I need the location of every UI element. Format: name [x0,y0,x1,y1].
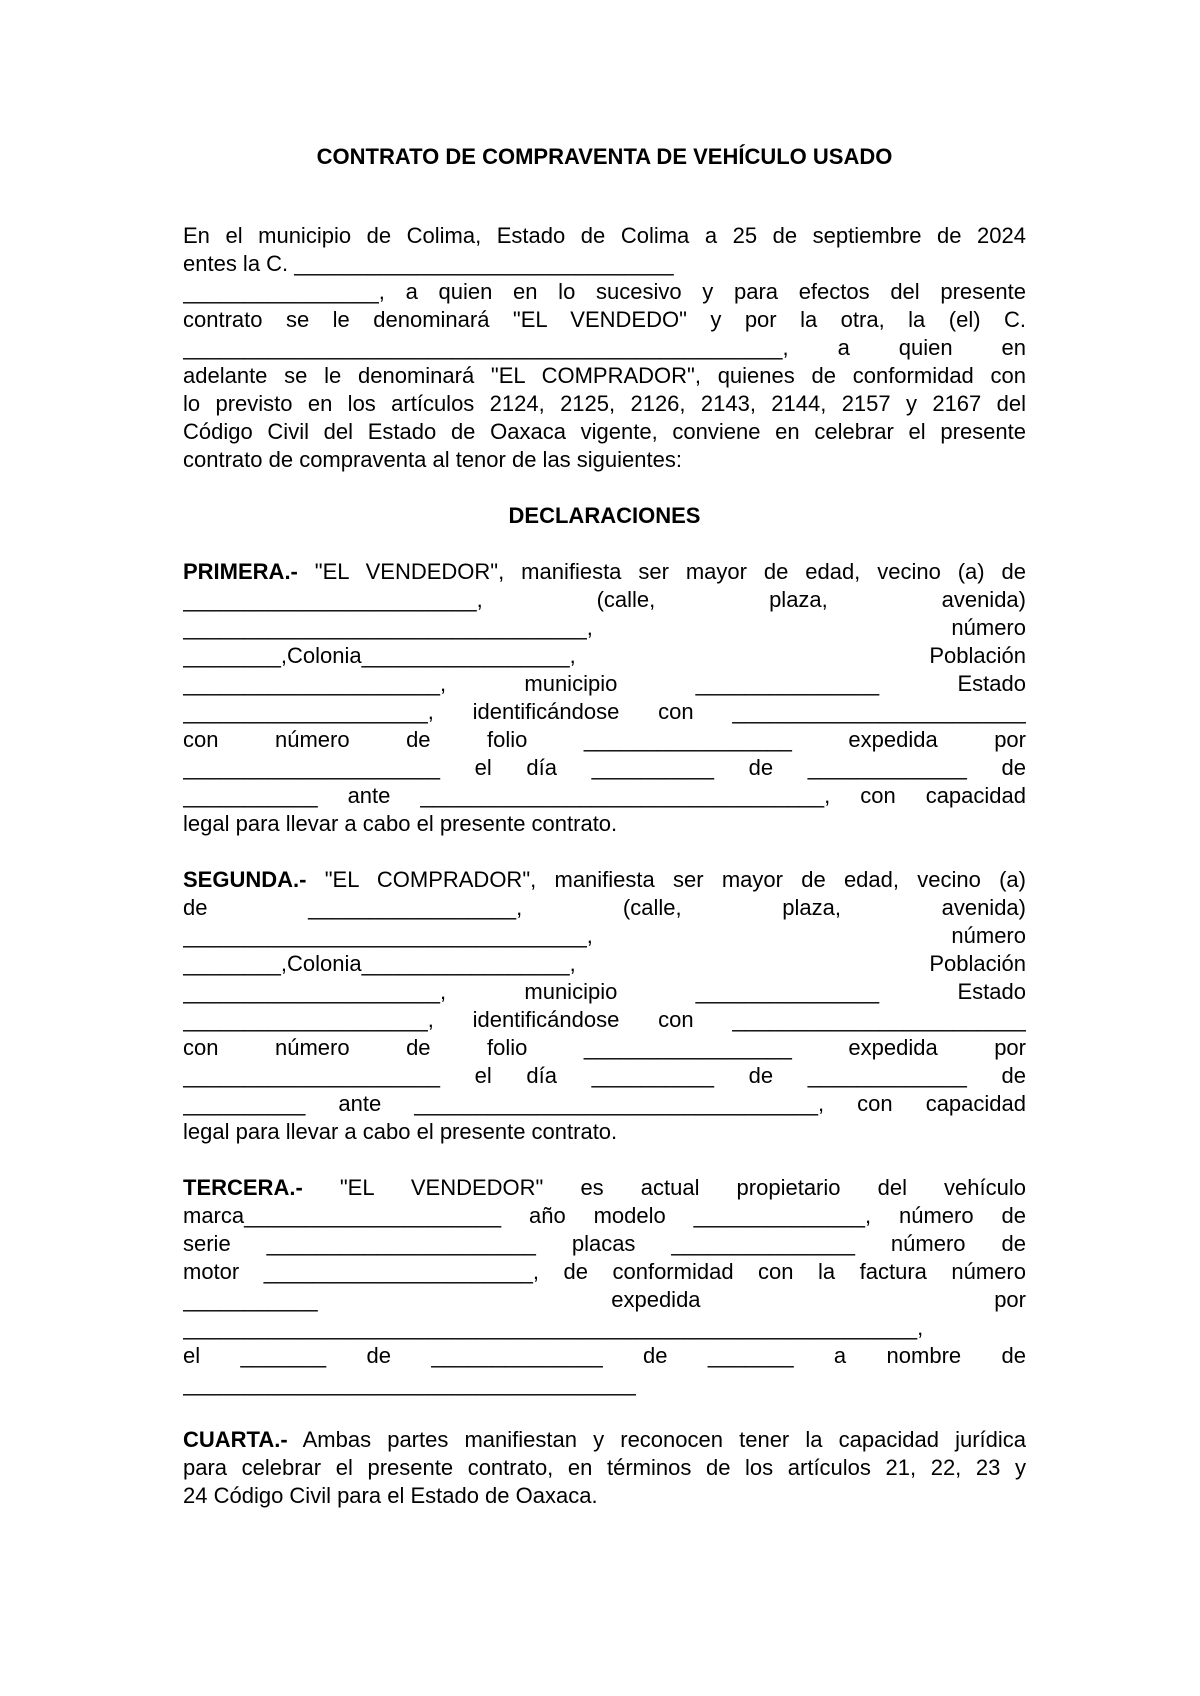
intro-line: _________________________________________________, a quien en [183,335,1026,360]
intro-line: contrato de compraventa al tenor de las siguientes: [183,447,682,472]
clause-line: con número de folio _________________ expedida por [183,727,1026,752]
clause-label: PRIMERA.- [183,559,298,584]
clause-line: motor ______________________, de conformidad con la factura número [183,1259,1026,1284]
clause-line [183,1426,1026,1454]
clause-line: con número de folio _________________ expedida por [183,1035,1026,1060]
clause-label: TERCERA.- [183,1175,303,1200]
clause-cuarta [183,1426,1026,1510]
clause-line [183,1174,1026,1202]
clause-line: _____________________ el día __________ de _____________ de [183,755,1026,780]
intro-line: ________________, a quien en lo sucesivo y para efectos del presente [183,279,1026,304]
clause-line: _________________________________, número [183,923,1026,948]
clause-line: _________________________________, número [183,615,1026,640]
clause-line: serie ______________________ placas _______________ número de [183,1231,1026,1256]
clause-text: "EL VENDEDOR", manifiesta ser mayor de edad, vecino (a) de [297,559,1026,584]
clause-segunda [183,866,1026,1146]
clause-line: _____________________, municipio _______________ Estado [183,671,1026,696]
clause-tercera [183,1174,1026,1398]
clause-line: legal para llevar a cabo el presente contrato. [183,811,618,836]
clause-line: legal para llevar a cabo el presente contrato. [183,1119,618,1144]
intro-line: lo previsto en los artículos 2124, 2125, 2126, 2143, 2144, 2157 y 2167 del [183,391,1026,416]
clause-line: ___________ ante _________________________________, con capacidad [183,783,1026,808]
clause-line: ___________ expedida por [183,1287,1026,1312]
clause-line [183,866,1026,894]
clause-line: marca_____________________ año modelo ______________, número de [183,1203,1026,1228]
clause-line: ________,Colonia_________________, Población [183,643,1026,668]
clause-line: ____________________________________________________________, [183,1315,924,1340]
clause-text: "EL VENDEDOR" es actual propietario del vehículo [302,1175,1026,1200]
clause-line: __________ ante _________________________________, con capacidad [183,1091,1026,1116]
clause-primera [183,558,1026,838]
intro-line: contrato se le denominará "EL VENDEDO" y por la otra, la (el) C. [183,307,1026,332]
intro-line: adelante se le denominará "EL COMPRADOR", quienes de conformidad con [183,363,1026,388]
intro-paragraph [183,222,1026,474]
clause-line: de _________________, (calle, plaza, avenida) [183,895,1026,920]
clause-line: el _______ de ______________ de _______ a nombre de [183,1343,1026,1368]
clause-label: CUARTA.- [183,1427,288,1452]
clause-text: "EL COMPRADOR", manifiesta ser mayor de edad, vecino (a) [306,867,1026,892]
clause-line: _____________________________________ [183,1371,636,1396]
declarations-heading: DECLARACIONES [508,503,701,528]
document-page [183,143,1026,1538]
intro-line: Código Civil del Estado de Oaxaca vigente, conviene en celebrar el presente [183,419,1026,444]
clause-line: ________________________, (calle, plaza, avenida) [183,587,1026,612]
clause-line: para celebrar el presente contrato, en términos de los artículos 21, 22, 23 y [183,1455,1026,1480]
clause-line: ____________________, identificándose con ________________________ [183,1007,1026,1032]
clause-text: Ambas partes manifiestan y reconocen tener la capacidad jurídica [287,1427,1026,1452]
clause-line: _____________________, municipio _______________ Estado [183,979,1026,1004]
clause-line: ____________________, identificándose con ________________________ [183,699,1026,724]
document-title: CONTRATO DE COMPRAVENTA DE VEHÍCULO USADO [316,144,893,169]
clause-label: SEGUNDA.- [183,867,307,892]
clause-line: ________,Colonia_________________, Población [183,951,1026,976]
clause-line: _____________________ el día __________ de _____________ de [183,1063,1026,1088]
intro-line: entes la C. _______________________________ [183,251,674,276]
intro-line: En el municipio de Colima, Estado de Colima a 25 de septiembre de 2024 [183,223,1026,248]
clause-line [183,558,1026,586]
clause-line: 24 Código Civil para el Estado de Oaxaca. [183,1483,598,1508]
